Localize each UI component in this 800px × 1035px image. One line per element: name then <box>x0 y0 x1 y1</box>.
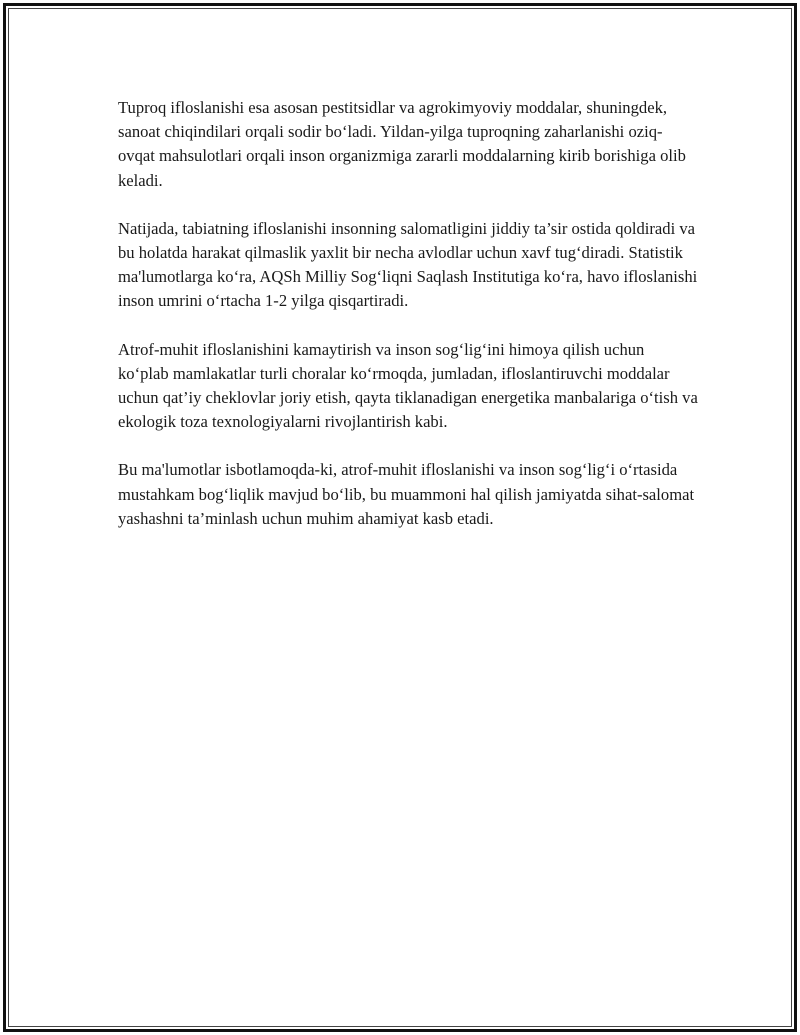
document-body <box>118 96 698 555</box>
paragraph-countermeasures: Atrof-muhit ifloslanishini kamaytirish va inson sog‘lig‘ini himoya qilish uchun ko‘plab mamlakatlar turli choralar ko‘rmoqda, jumladan, ifloslantiruvchi moddalar uchun qat’iy cheklovlar joriy etish, qayta tiklanadigan energetika manbalariga o‘tish va ekologik toza texnologiyalarni rivojlantirish kabi. <box>118 339 698 432</box>
page-border <box>3 3 797 1032</box>
paragraph-soil-pollution: Tuproq ifloslanishi esa asosan pestitsidlar va agrokimyoviy moddalar, shuningdek, sanoat chiqindilari orqali sodir bo‘ladi. Yildan-yilga tuproqning zaharlanishi oziq-ovqat mahsulotlari orqali inson organizmiga zararli moddalarning kirib borishiga olib keladi. <box>118 98 686 190</box>
paragraph-conclusion: Bu ma'lumotlar isbotlamoqda-ki, atrof-muhit ifloslanishi va inson sog‘lig‘i o‘rtasida mustahkam bog‘liqlik mavjud bo‘lib, bu muammoni hal qilish jamiyatda sihat-salomat yashashni ta’minlash uchun muhim ahamiyat kasb etadi. <box>118 460 695 528</box>
paragraph-health-impact: Natijada, tabiatning ifloslanishi insonning salomatligini jiddiy ta’sir ostida qoldiradi va bu holatda harakat qilmaslik yaxlit bir necha avlodlar uchun xavf tug‘diradi. Statistik ma'lumotlarga ko‘ra, AQSh Milliy Sog‘liqni Saqlash Institutiga ko‘ra, havo ifloslanishi inson umrini o‘rtacha 1-2 yilga qisqartiradi. <box>118 218 698 311</box>
